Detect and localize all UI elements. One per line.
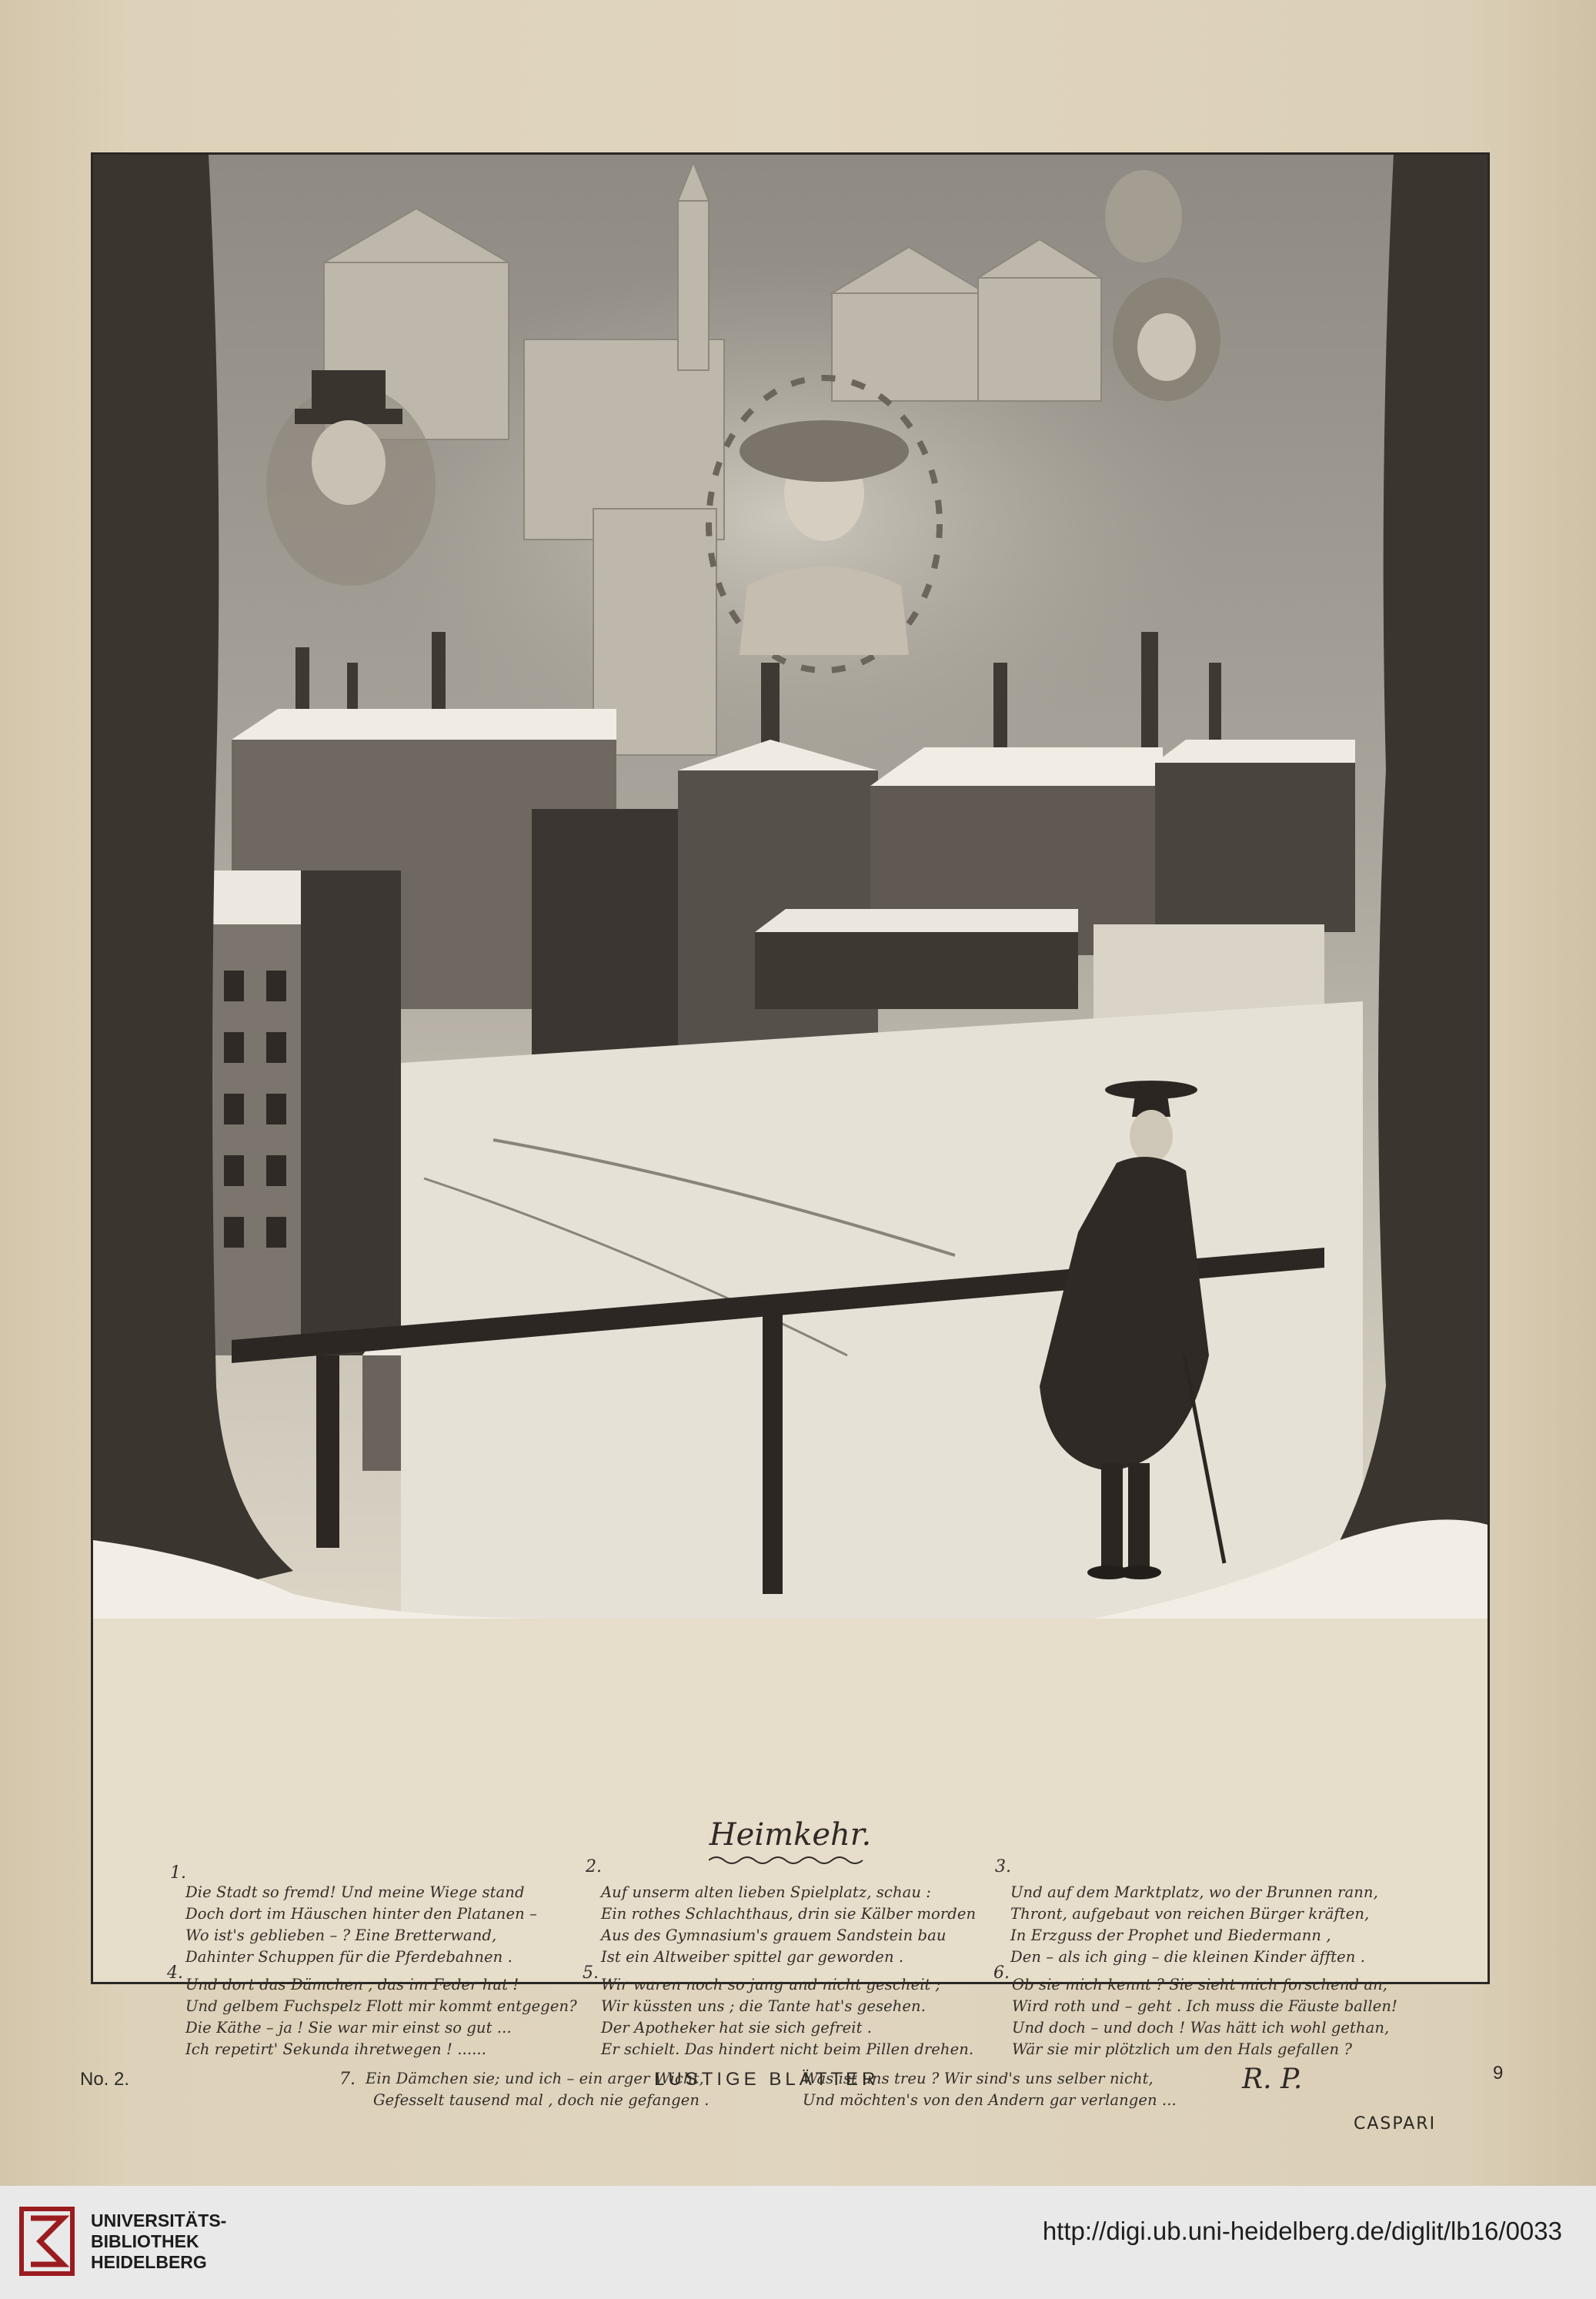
poem-line: Wir waren noch so jung und nicht gescheit ;: [601, 1976, 941, 1993]
poem-line: Wo ist's geblieben – ? Eine Bretterwand,: [185, 1926, 497, 1944]
source-url-link[interactable]: http://digi.ub.uni-heidelberg.de/diglit/lb16/0033: [1042, 2217, 1562, 2245]
stanza-number: 5.: [583, 1963, 599, 1983]
poem-line: Ob sie mich kennt ? Sie sieht mich forschend an,: [1012, 1976, 1388, 1993]
stanza-number: 4.: [167, 1963, 183, 1983]
poem-line: Gefesselt tausend mal , doch nie gefangen .: [373, 2091, 710, 2109]
poem-line: Ein Dämchen sie; und ich – ein arger Wicht,: [366, 2070, 704, 2087]
poem-line: Dahinter Schuppen für die Pferdebahnen .: [185, 1948, 513, 1966]
title-underline: [709, 1854, 870, 1866]
author-signature: R. P.: [1242, 2063, 1303, 2095]
poem-line: Auf unserm alten lieben Spielplatz, schau :: [601, 1883, 931, 1901]
library-footer-bar: [0, 2186, 1596, 2299]
poem-line: Die Stadt so fremd! Und meine Wiege stand: [185, 1883, 525, 1901]
poem-line: Und gelbem Fuchspelz Flott mir kommt entgegen?: [185, 1997, 577, 2015]
poem-line: Ich repetirt' Sekunda ihretwegen ! ......: [185, 2040, 487, 2058]
magazine-title: LUSTIGE BLÄTTER: [654, 2069, 880, 2090]
dream-portrait-older-woman: [1113, 278, 1220, 401]
poem-line: Und auf dem Marktplatz, wo der Brunnen rann,: [1010, 1883, 1378, 1901]
poem-line: Die Käthe – ja ! Sie war mir einst so gut ...: [185, 2019, 512, 2037]
dream-portrait-apothecary: [1105, 170, 1182, 262]
winter-city-scene: [93, 155, 1487, 1619]
poem-line: Aus des Gymnasium's grauem Sandstein bau: [601, 1926, 947, 1944]
illustration-heimkehr: [93, 155, 1487, 1619]
poem-line: Wär sie mir plötzlich um den Hals gefallen ?: [1012, 2040, 1353, 2058]
poem-line: Er schielt. Das hindert nicht beim Pillen drehen.: [601, 2040, 974, 2058]
poem-line: Doch dort im Häuschen hinter den Platanen –: [185, 1905, 537, 1923]
poem-line: Was ist uns treu ? Wir sind's uns selber nicht,: [803, 2070, 1154, 2087]
poem-title: Heimkehr.: [709, 1817, 872, 1853]
issue-label: No. 2.: [80, 2069, 130, 2090]
poem-line: Der Apotheker hat sie sich gefreit .: [601, 2019, 873, 2037]
page-number: 9: [1493, 2063, 1504, 2083]
stanza-number: 6.: [993, 1963, 1010, 1983]
library-name-line: UNIVERSITÄTS-: [91, 2210, 227, 2230]
poem-line: Ist ein Altweiber spittel gar geworden .: [601, 1948, 904, 1966]
stanza-number: 3.: [995, 1857, 1011, 1876]
library-name-line: HEIDELBERG: [91, 2252, 207, 2272]
stanza-number: 1.: [170, 1863, 186, 1883]
poem-line: Ein rothes Schlachthaus, drin sie Kälber morden: [601, 1905, 977, 1923]
university-library-logo: [17, 2203, 82, 2280]
artist-signature: CASPARI: [1354, 2114, 1437, 2134]
poem-line: Thront, aufgebaut von reichen Bürger kräften,: [1010, 1905, 1370, 1923]
poem-line: Und möchten's von den Andern gar verlangen ...: [803, 2091, 1177, 2109]
poem-line: Wird roth und – geht . Ich muss die Fäuste ballen!: [1012, 1997, 1397, 2015]
stanza-number: 7.: [339, 2070, 356, 2089]
poem-line: In Erzguss der Prophet und Biedermann ,: [1010, 1926, 1331, 1944]
stanza-number: 2.: [586, 1857, 602, 1876]
poem-line: Und dort das Dämchen , das im Feder hut !: [185, 1976, 519, 1993]
poem-line: Wir küssten uns ; die Tante hat's gesehen.: [601, 1997, 926, 2015]
library-name: [91, 2210, 226, 2273]
poem-line: Und doch – und doch ! Was hätt ich wohl gethan,: [1012, 2019, 1390, 2037]
poem-line: Den – als ich ging – die kleinen Kinder äfften .: [1010, 1948, 1366, 1966]
library-name-line: BIBLIOTHEK: [91, 2231, 199, 2251]
